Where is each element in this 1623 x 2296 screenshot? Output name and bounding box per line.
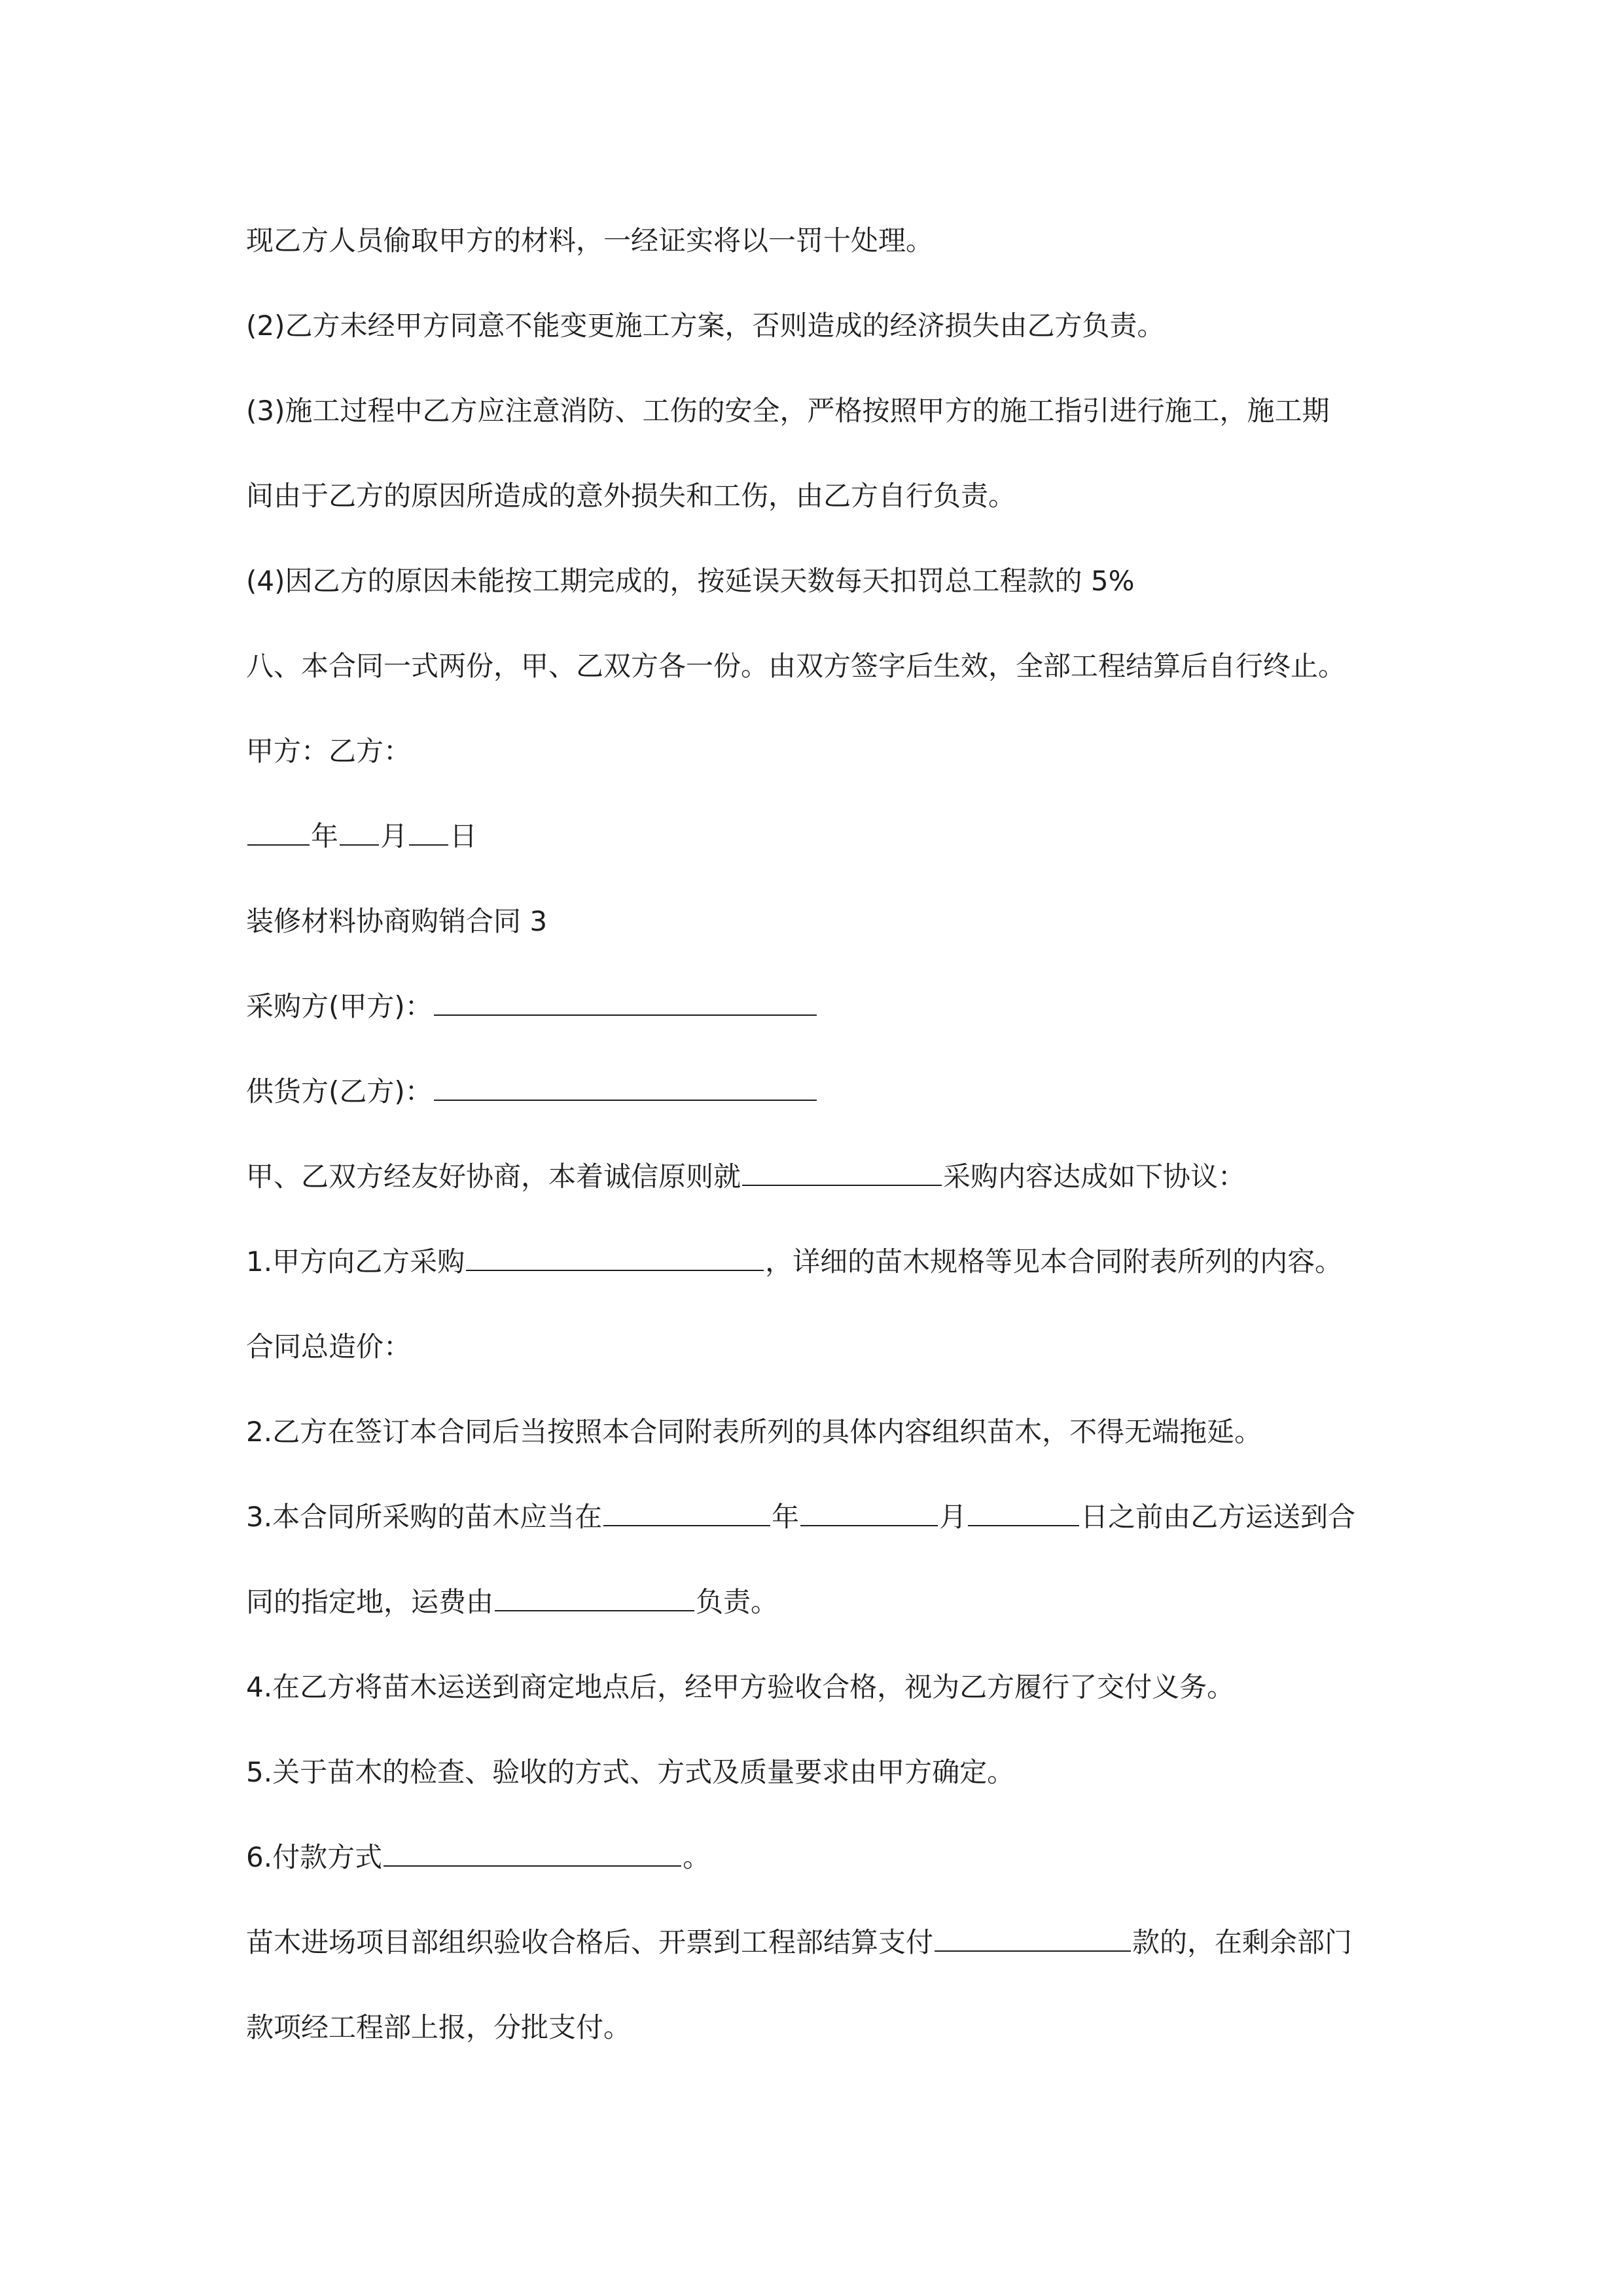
payment-terms-line2: 款项经工程部上报，分批支付。 (246, 2011, 632, 2043)
payment-terms-blank (935, 1924, 1131, 1952)
item-6-payment (246, 1839, 710, 1876)
signature-date (246, 818, 477, 855)
label-day: 日 (450, 820, 478, 852)
clause-theft-penalty: 现乙方人员偷取甲方的材料，一经证实将以一罚十处理。 (246, 224, 934, 257)
item-3-delivery-line1 (246, 1499, 1355, 1535)
item-3-before: 3.本合同所采购的苗木应当在 (246, 1501, 603, 1533)
supplier-line (246, 1073, 818, 1110)
item-3-after: 日之前由乙方运送到合 (1080, 1501, 1356, 1533)
item-1-purchase (246, 1244, 1342, 1280)
label-year: 年 (311, 820, 339, 852)
freight-after: 负责。 (696, 1586, 779, 1618)
agreement-intro-before: 甲、乙双方经友好协商，本着诚信原则就 (246, 1160, 741, 1193)
payment-terms-after: 款的，在剩余部门 (1132, 1926, 1353, 1958)
clause-3-safety-line1: (3)施工过程中乙方应注意消防、工伤的安全，严格按照甲方的施工指引进行施工，施工期 (246, 395, 1330, 427)
supplier-blank (434, 1073, 817, 1101)
item-3-month-blank (800, 1499, 938, 1526)
clause-3-safety-line2: 间由于乙方的原因所造成的意外损失和工伤，由乙方自行负责。 (246, 480, 1016, 512)
purchaser-label: 采购方(甲方)： (246, 990, 433, 1022)
item-1-blank (466, 1244, 764, 1271)
payment-after: 。 (683, 1841, 711, 1873)
purchaser-blank (434, 988, 817, 1016)
item-3-month: 月 (939, 1501, 967, 1533)
clause-4-delay-penalty: (4)因乙方的原因未能按工期完成的，按延误天数每天扣罚总工程款的 5% (246, 565, 1135, 597)
item-1-after: ，详细的苗木规格等见本合同附表所列的内容。 (765, 1246, 1343, 1278)
agreement-intro (246, 1158, 1245, 1195)
item-3-year-blank (603, 1499, 770, 1526)
label-month: 月 (380, 820, 408, 852)
blank-year (247, 818, 310, 846)
payment-before: 6.付款方式 (246, 1841, 383, 1873)
agreement-subject-blank (742, 1158, 942, 1186)
item-4-acceptance: 4.在乙方将苗木运送到商定地点后，经甲方验收合格，视为乙方履行了交付义务。 (246, 1671, 1235, 1703)
signature-parties: 甲方：乙方： (246, 735, 412, 767)
blank-month (340, 818, 379, 846)
freight-blank (495, 1584, 694, 1611)
total-price: 合同总造价： (246, 1331, 412, 1363)
payment-terms-before: 苗木进场项目部组织验收合格后、开票到工程部结算支付 (246, 1926, 934, 1958)
contract-title: 装修材料协商购销合同 3 (246, 905, 548, 937)
freight-before: 同的指定地，运费由 (246, 1586, 494, 1618)
blank-day (409, 818, 448, 846)
item-3-day-blank (968, 1499, 1079, 1526)
agreement-intro-after: 采购内容达成如下协议： (943, 1160, 1246, 1193)
payment-terms-line1 (246, 1924, 1352, 1961)
clause-8-copies: 八、本合同一式两份，甲、乙双方各一份。由双方签字后生效，全部工程结算后自行终止。 (246, 650, 1346, 682)
purchaser-line (246, 988, 818, 1025)
payment-blank (383, 1839, 681, 1867)
clause-2-no-plan-change: (2)乙方未经甲方同意不能变更施工方案，否则造成的经济损失由乙方负责。 (246, 310, 1165, 342)
item-2-organize: 2.乙方在签订本合同后当按照本合同附表所列的具体内容组织苗木，不得无端拖延。 (246, 1416, 1262, 1448)
item-5-inspection: 5.关于苗木的检查、验收的方式、方式及质量要求由甲方确定。 (246, 1756, 1015, 1788)
item-1-before: 1.甲方向乙方采购 (246, 1246, 465, 1278)
item-3-delivery-line2 (246, 1584, 778, 1621)
supplier-label: 供货方(乙方)： (246, 1075, 433, 1107)
item-3-year: 年 (772, 1501, 800, 1533)
